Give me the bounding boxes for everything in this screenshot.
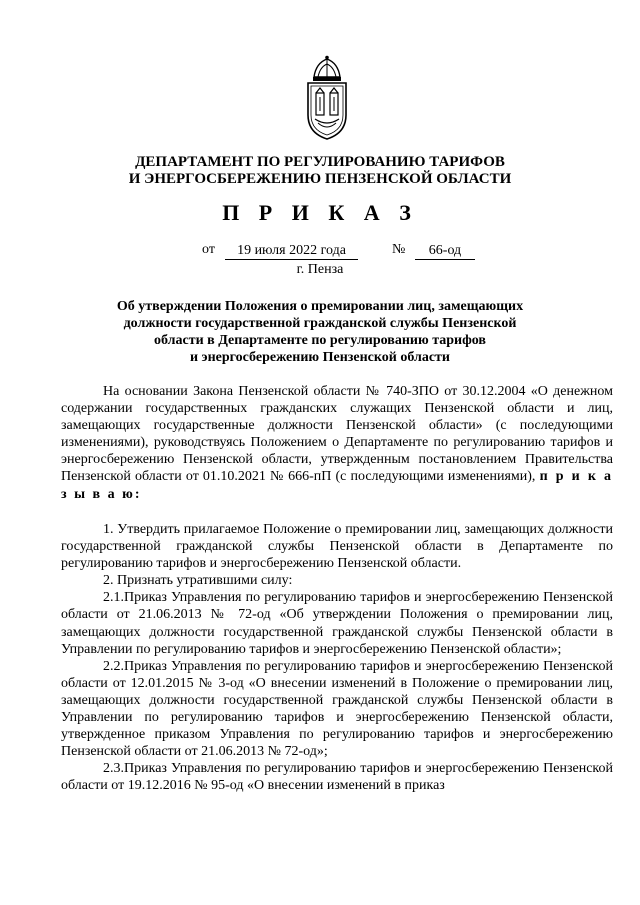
order-number: 66-од [415, 242, 475, 260]
department-name-line2: И ЭНЕРГОСБЕРЕЖЕНИЮ ПЕНЗЕНСКОЙ ОБЛАСТИ [128, 171, 512, 187]
order-item-2-3: 2.3.Приказ Управления по регулированию тарифов и энергосбережению Пензенской области от 19.12.2016 № 95-од «О внесении изменений в приказ [61, 761, 613, 794]
coat-of-arms-emblem [302, 55, 352, 141]
subject-line: области в Департаменте по регулированию тарифов [154, 333, 486, 348]
date-prefix: от [202, 242, 215, 257]
number-sign: № [392, 242, 406, 257]
order-date: 19 июля 2022 года [225, 242, 358, 260]
department-name-line1: ДЕПАРТАМЕНТ ПО РЕГУЛИРОВАНИЮ ТАРИФОВ [135, 154, 505, 170]
preamble-text: На основании Закона Пензенской области № 740-ЗПО от 30.12.2004 «О денежном содержании государственных гражданских служащих Пензенской области и лиц, замещающих государственные должности Пензенской области» (с последующими изменениями), руководствуясь Положением о Департаменте по регулированию тарифов и энергосбережению Пензенской области, утвержденным постановлением Правительства Пензенской области от 01.10.2021 № 666-пП (с последующими изменениями), [61, 384, 613, 485]
order-item-2: 2. Признать утратившими силу: [103, 573, 293, 589]
order-items [61, 521, 613, 795]
order-item-2-1: 2.1.Приказ Управления по регулированию тарифов и энергосбережению Пензенской области от 21.06.2013 № 72-од «Об утверждении Положения о премировании лиц, замещающих должности государственной гражданской службы Пензенской области в Управлении по регулированию тарифов и энергосбережению Пензенской области»; [61, 590, 613, 657]
preamble-paragraph [61, 383, 613, 503]
subject-line: Об утверждении Положения о премировании лиц, замещающих [116, 299, 524, 314]
command-word: п р и к а з ы в а ю: [61, 469, 614, 502]
date-number-line [0, 242, 640, 262]
order-subject [0, 298, 640, 366]
preamble-block [61, 383, 613, 503]
subject-line: и энергосбережению Пензенской области [189, 350, 451, 365]
order-item-1: 1. Утвердить прилагаемое Положение о премировании лиц, замещающих должности государственной гражданской службы Пензенской области в Департаменте по регулированию тарифов и энергосбережению Пензенской области. [61, 522, 613, 572]
city-name: г. Пенза [296, 262, 344, 277]
document-type-title: П Р И К А З [222, 200, 418, 225]
order-item-2-2: 2.2.Приказ Управления по регулированию тарифов и энергосбережению Пензенской области от 12.01.2015 № 3-од «О внесении изменений в Положение о премировании лиц, замещающих должности государственной гражданской службы Пензенской области в Управлении по регулированию тарифов и энергосбережению Пензенской области, утвержденное приказом Управления по регулированию тарифов и энергосбережению Пензенской области от 21.06.2013 № 72-од»; [61, 658, 613, 760]
subject-line: должности государственной гражданской службы Пензенской [123, 316, 517, 331]
